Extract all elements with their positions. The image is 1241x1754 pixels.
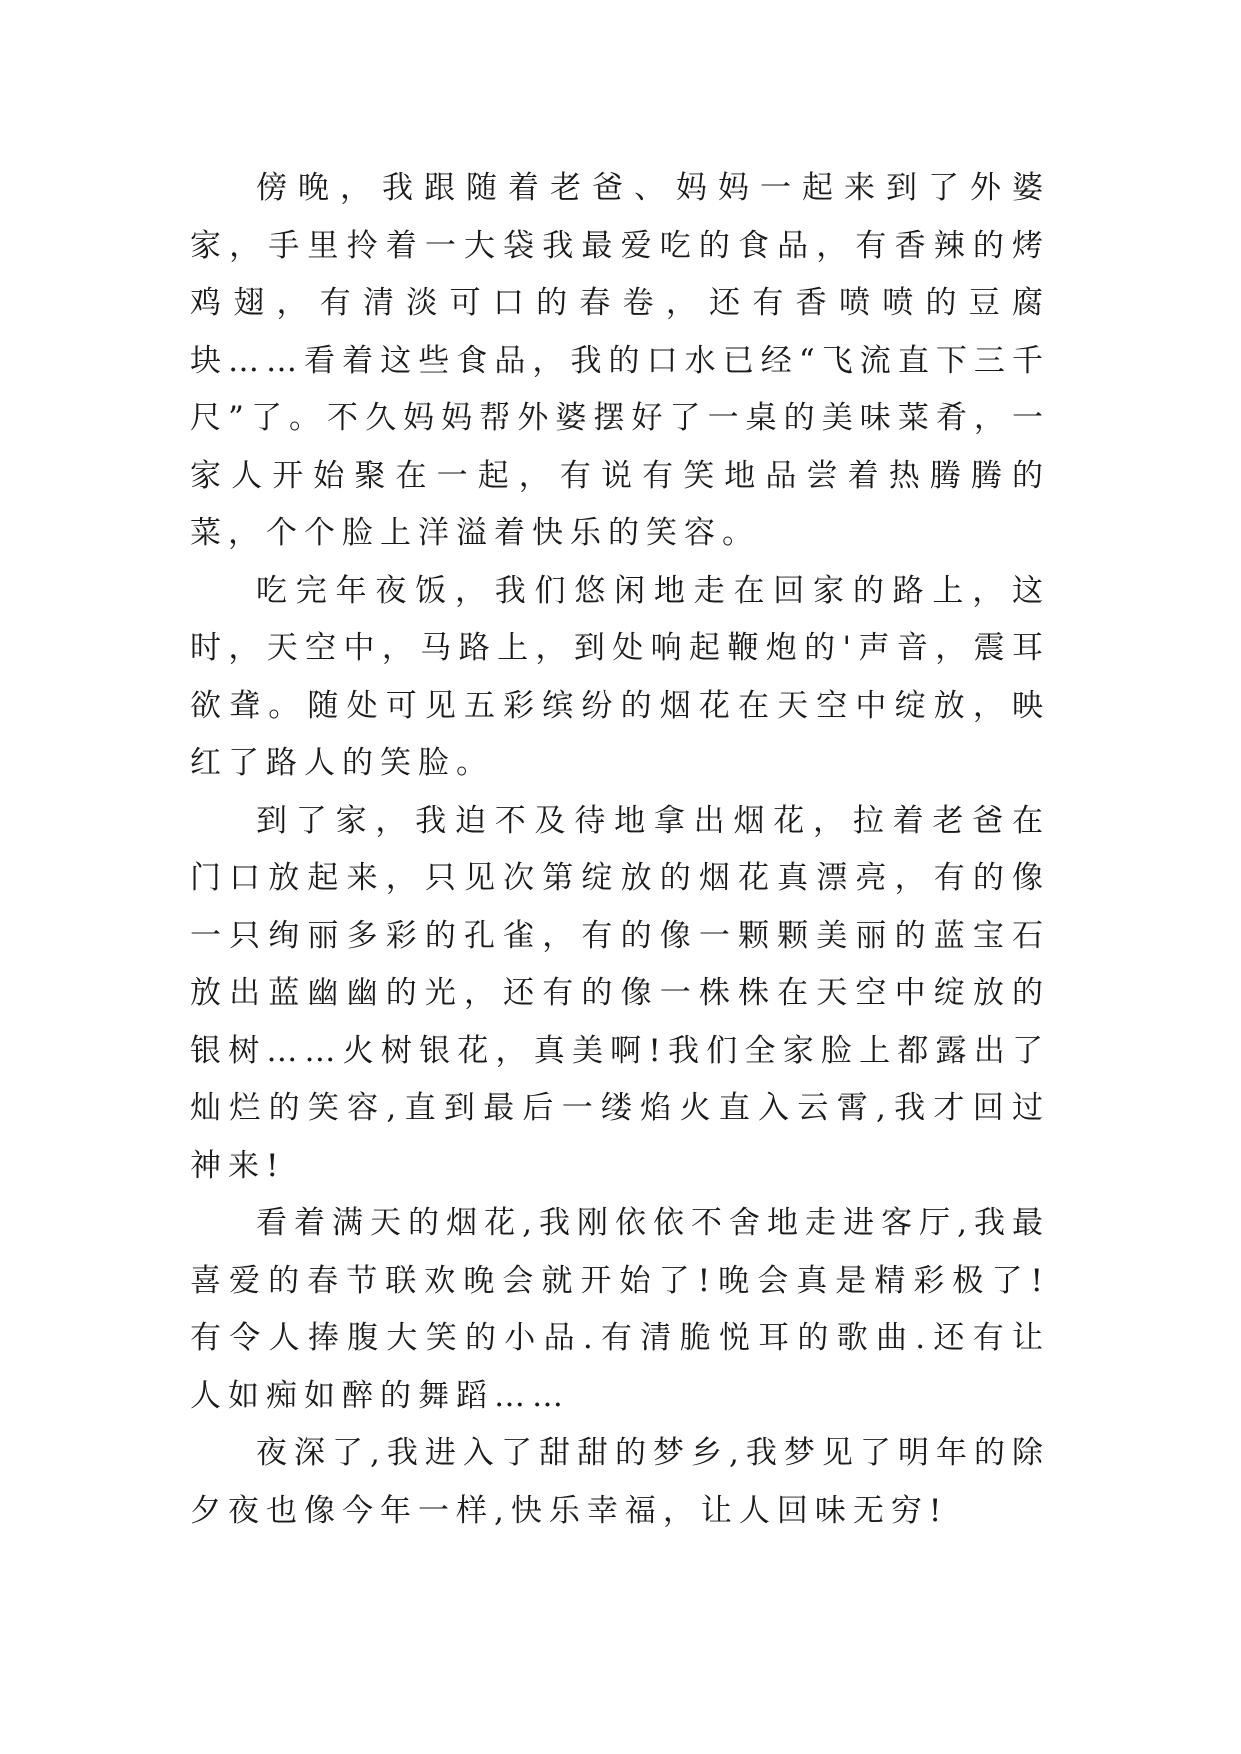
- paragraph-dream: 夜深了,我进入了甜甜的梦乡,我梦见了明年的除夕夜也像今年一样,快乐幸福，让人回味无穷!: [190, 1435, 1050, 1529]
- paragraph-spring-gala: 看着满天的烟花,我刚依依不舍地走进客厅,我最喜爱的春节联欢晚会就开始了!晚会真是精彩极了!有令人捧腹大笑的小品.有清脆悦耳的歌曲.还有让人如痴如醉的舞蹈……: [190, 1205, 1050, 1414]
- paragraph-walk-home: 吃完年夜饭，我们悠闲地走在回家的路上，这时，天空中，马路上，到处响起鞭炮的'声音，震耳欲聋。随处可见五彩缤纷的烟花在天空中绽放，映红了路人的笑脸。: [190, 572, 1050, 781]
- document-body: [190, 160, 1050, 1540]
- paragraph-fireworks: 到了家，我迫不及待地拿出烟花，拉着老爸在门口放起来，只见次第绽放的烟花真漂亮，有的像一只绚丽多彩的孔雀，有的像一颗颗美丽的蓝宝石放出蓝幽幽的光，还有的像一株株在天空中绽放的银树……火树银花，真美啊!我们全家脸上都露出了灿烂的笑容,直到最后一缕焰火直入云霄,我才回过神来!: [190, 802, 1050, 1184]
- paragraph-new-year-dinner: 傍晚，我跟随着老爸、妈妈一起来到了外婆家，手里拎着一大袋我最爱吃的食品，有香辣的烤鸡翅，有清淡可口的春卷，还有香喷喷的豆腐块……看着这些食品，我的口水已经“飞流直下三千尺”了。不久妈妈帮外婆摆好了一桌的美味菜肴，一家人开始聚在一起，有说有笑地品尝着热腾腾的菜，个个脸上洋溢着快乐的笑容。: [190, 170, 1050, 551]
